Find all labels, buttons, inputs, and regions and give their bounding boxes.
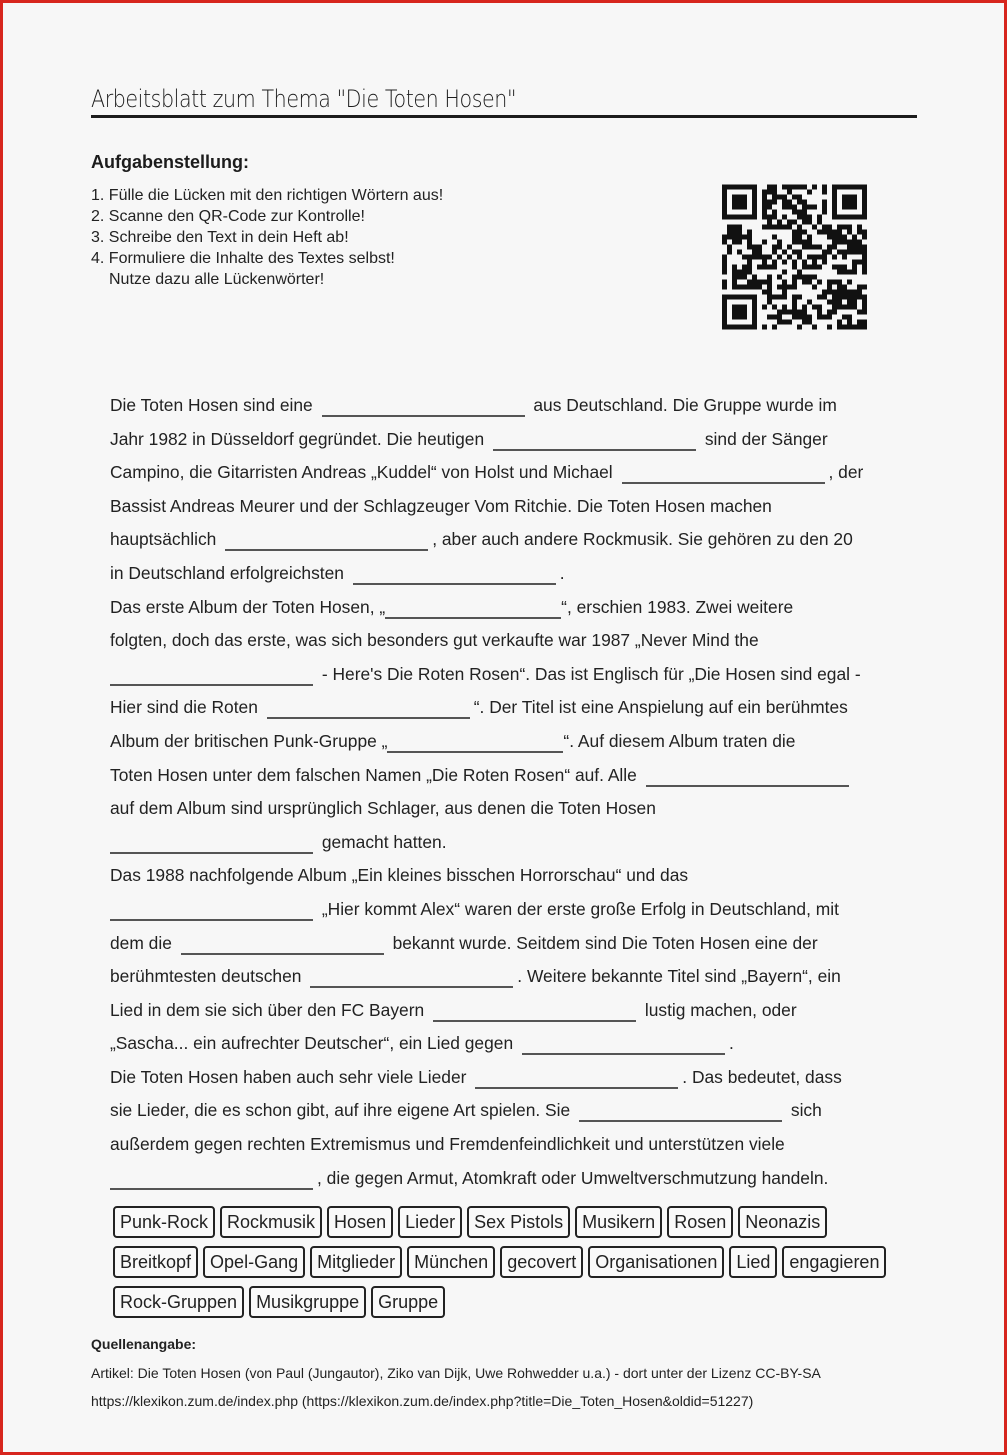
text-line: Das 1988 nachfolgende Album „Ein kleines bisschen Horrorschau“ und das [110, 865, 689, 886]
text-line: Die Toten Hosen sind eine aus Deutschland. Die Gruppe wurde im [110, 395, 837, 415]
word-chip[interactable]: Breitkopf [113, 1246, 198, 1278]
answer-blank[interactable] [387, 731, 563, 753]
text-line: außerdem gegen rechten Extremismus und Fremdenfeindlichkeit und unterstützen viele [110, 1134, 785, 1155]
word-bank [113, 1206, 913, 1326]
text-line: Toten Hosen unter dem falschen Namen „Die Roten Rosen“ auf. Alle [110, 759, 910, 793]
text-line: sie Lieder, die es schon gibt, auf ihre eigene Art spielen. Sie sich [110, 1100, 822, 1121]
source-article: Artikel: Die Toten Hosen (von Paul (Jungautor), Ziko van Dijk, Uwe Rohwedder u.a.) - dort unter der Lizenz CC-BY-SA [91, 1365, 821, 1381]
text-line: Album der britischen Punk-Gruppe „ “. Auf diesem Album traten die [110, 730, 796, 751]
task-item: Nutze dazu alle Lückenwörter! [109, 271, 325, 288]
text-line: Bassist Andreas Meurer und der Schlagzeuger Vom Ritchie. Die Toten Hosen machen [110, 495, 772, 516]
answer-blank[interactable] [110, 899, 313, 921]
text-line: Das erste Album der Toten Hosen, „ “, erschien 1983. Zwei weitere [110, 596, 794, 617]
answer-blank[interactable] [181, 933, 384, 955]
word-chip[interactable]: Rosen [667, 1206, 733, 1238]
text-line: folgten, doch das erste, was sich besonders gut verkaufte war 1987 „Never Mind the [110, 630, 759, 651]
answer-blank[interactable] [267, 697, 470, 719]
text-line: „Sascha... ein aufrechter Deutscher“, ein Lied gegen . [110, 1033, 734, 1054]
text-line: hauptsächlich , aber auch andere Rockmusik. Sie gehören zu den 20 [110, 529, 853, 550]
answer-blank[interactable] [475, 1067, 678, 1089]
word-chip[interactable]: Rockmusik [220, 1206, 322, 1238]
text-line: , die gegen Armut, Atomkraft oder Umweltverschmutzung handeln. [110, 1162, 910, 1196]
answer-blank[interactable] [522, 1033, 725, 1055]
text-line: Hier sind die Roten “. Der Titel ist eine Anspielung auf ein berühmtes [110, 697, 848, 718]
word-chip[interactable]: Gruppe [371, 1286, 445, 1318]
answer-blank[interactable] [385, 597, 561, 619]
source-url[interactable]: https://klexikon.zum.de/index.php (https://klexikon.zum.de/index.php?title=Die_Toten_Hosen&oldid=51227) [91, 1393, 754, 1409]
page-title: Arbeitsblatt zum Thema "Die Toten Hosen" [91, 85, 517, 113]
word-chip[interactable]: Musikern [575, 1206, 662, 1238]
task-item: 4. Formuliere die Inhalte des Textes selbst! [91, 250, 395, 267]
word-bank-row [113, 1246, 913, 1278]
task-item: 1. Fülle die Lücken mit den richtigen Wörtern aus! [91, 187, 444, 204]
text-line: in Deutschland erfolgreichsten . [110, 562, 565, 583]
word-chip[interactable]: Rock-Gruppen [113, 1286, 244, 1318]
text-line: Campino, die Gitarristen Andreas „Kuddel“ von Holst und Michael , der [110, 462, 864, 483]
answer-blank[interactable] [310, 966, 513, 988]
text-line: „Hier kommt Alex“ waren der erste große Erfolg in Deutschland, mit [110, 893, 910, 927]
word-chip[interactable]: Neonazis [738, 1206, 827, 1238]
word-chip[interactable]: Organisationen [588, 1246, 724, 1278]
task-item: 2. Scanne den QR-Code zur Kontrolle! [91, 208, 365, 225]
word-chip[interactable]: Lieder [398, 1206, 462, 1238]
word-chip[interactable]: Hosen [327, 1206, 393, 1238]
word-chip[interactable]: Lied [729, 1246, 777, 1278]
answer-blank[interactable] [433, 1000, 636, 1022]
word-chip[interactable]: Musikgruppe [249, 1286, 366, 1318]
word-chip[interactable]: Mitglieder [310, 1246, 402, 1278]
cloze-text [110, 389, 910, 1195]
word-bank-row [113, 1206, 913, 1238]
answer-blank[interactable] [110, 664, 313, 686]
word-chip[interactable]: Opel-Gang [203, 1246, 305, 1278]
word-bank-row [113, 1286, 913, 1318]
task-heading: Aufgabenstellung: [91, 152, 249, 172]
answer-blank[interactable] [225, 529, 428, 551]
text-line: berühmtesten deutschen . Weitere bekannte Titel sind „Bayern“, ein [110, 966, 841, 987]
answer-blank[interactable] [646, 765, 849, 787]
text-line: dem die bekannt wurde. Seitdem sind Die Toten Hosen eine der [110, 932, 818, 953]
title-underline [91, 115, 917, 118]
task-item: 3. Schreibe den Text in dein Heft ab! [91, 229, 349, 246]
task-list [91, 185, 443, 290]
answer-blank[interactable] [493, 429, 696, 451]
word-chip[interactable]: gecovert [500, 1246, 583, 1278]
text-line: Die Toten Hosen haben auch sehr viele Lieder . Das bedeutet, dass [110, 1066, 842, 1087]
sources-heading: Quellenangabe: [91, 1336, 197, 1352]
answer-blank[interactable] [110, 832, 313, 854]
answer-blank[interactable] [579, 1100, 782, 1122]
text-line: - Here's Die Roten Rosen“. Das ist Englisch für „Die Hosen sind egal - [110, 658, 910, 692]
word-chip[interactable]: Sex Pistols [467, 1206, 570, 1238]
answer-blank[interactable] [322, 395, 525, 417]
answer-blank[interactable] [622, 462, 825, 484]
word-chip[interactable]: engagieren [782, 1246, 886, 1278]
word-chip[interactable]: Punk-Rock [113, 1206, 215, 1238]
answer-blank[interactable] [353, 563, 556, 585]
text-line: gemacht hatten. [110, 826, 910, 860]
text-line: auf dem Album sind ursprünglich Schlager, aus denen die Toten Hosen [110, 798, 656, 819]
word-chip[interactable]: München [407, 1246, 495, 1278]
text-line: Jahr 1982 in Düsseldorf gegründet. Die heutigen sind der Sänger [110, 428, 828, 449]
qr-code[interactable] [722, 183, 867, 331]
answer-blank[interactable] [110, 1168, 313, 1190]
text-line: Lied in dem sie sich über den FC Bayern lustig machen, oder [110, 999, 797, 1020]
